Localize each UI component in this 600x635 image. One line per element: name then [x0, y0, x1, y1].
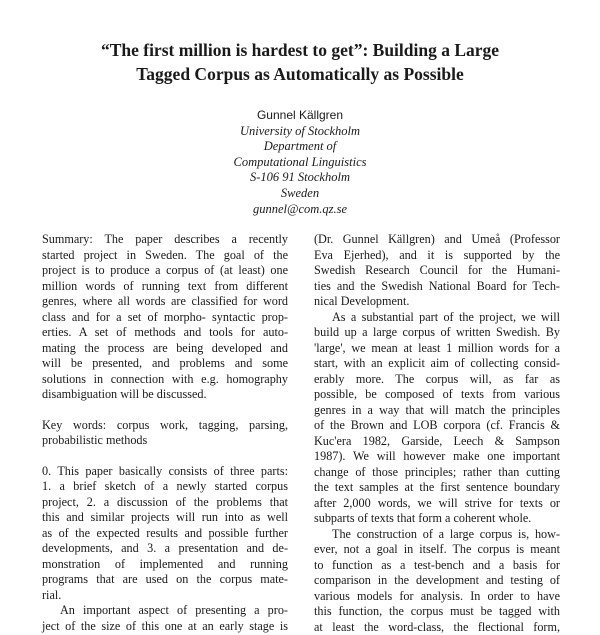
text-line: developments, and 3. a presentation and de-	[42, 541, 288, 557]
affiliation-department-name: Computational Linguistics	[150, 155, 450, 171]
text-line: rial.	[42, 588, 288, 604]
text-line: solutions in connection with e.g. homography	[42, 372, 288, 388]
text-line: ties and the Swedish National Board for Tech-	[314, 279, 560, 295]
right-column	[314, 232, 560, 635]
text-line: mating the process are being developed and	[42, 341, 288, 357]
left-column	[42, 232, 288, 634]
text-line: this function, the corpus must be tagged with	[314, 604, 560, 620]
text-line: as of the expected results and possible further	[42, 526, 288, 542]
text-line: probabilistic methods	[42, 433, 288, 449]
text-line: Eva Ejerhed), and it is supported by the	[314, 248, 560, 264]
keywords-paragraph	[42, 418, 288, 449]
text-line: As a substantial part of the project, we will	[314, 310, 560, 326]
text-line: project, 2. a discussion of the problems that	[42, 495, 288, 511]
summary-paragraph	[42, 232, 288, 403]
text-line: class and for a set of morpho- syntactic prop-	[42, 310, 288, 326]
paragraph	[42, 603, 288, 634]
affiliation-country: Sweden	[150, 186, 450, 202]
text-line: Key words: corpus work, tagging, parsing,	[42, 418, 288, 434]
author-name: Gunnel Källgren	[150, 108, 450, 124]
text-line: 'large', we mean at least 1 million words for a	[314, 341, 560, 357]
text-line: programs that are used on the corpus mate-	[42, 572, 288, 588]
text-line: An important aspect of presenting a pro-	[42, 603, 288, 619]
author-block	[150, 108, 450, 217]
text-line: change of those principles; rather than cutting	[314, 465, 560, 481]
text-line: this and similar projects will run into as well	[42, 510, 288, 526]
paragraph	[314, 527, 560, 635]
text-line: ever, not a goal in itself. The corpus is meant	[314, 542, 560, 558]
text-line: Swedish Research Council for the Humani-	[314, 263, 560, 279]
text-line: build up a large corpus of written Swedish. By	[314, 325, 560, 341]
text-line: subparts of texts that form a coherent whole.	[314, 511, 560, 527]
paragraph	[314, 232, 560, 310]
text-line: various models for analysis. In order to have	[314, 589, 560, 605]
author-email: gunnel@com.qz.se	[150, 202, 450, 218]
text-line: 0. This paper basically consists of three parts:	[42, 464, 288, 480]
text-line: (Dr. Gunnel Källgren) and Umeå (Professor	[314, 232, 560, 248]
text-line: disambiguation will be discussed.	[42, 387, 288, 403]
text-line: ject of the size of this one at an early stage is	[42, 619, 288, 635]
text-line: possible, be composed of texts from various	[314, 387, 560, 403]
text-line: comparison in the development and testing of	[314, 573, 560, 589]
text-line: erties. A set of methods and tools for auto-	[42, 325, 288, 341]
text-line: to function as a test-bench and a basis for	[314, 558, 560, 574]
text-line: nical Development.	[314, 294, 560, 310]
affiliation-university: University of Stockholm	[150, 124, 450, 140]
title-line: “The first million is hardest to get”: Building a Large	[40, 38, 560, 62]
text-line: Summary: The paper describes a recently	[42, 232, 288, 248]
text-line: erably more. The corpus will, as far as	[314, 372, 560, 388]
text-line: The construction of a large corpus is, how-	[314, 527, 560, 543]
text-line: at least the word-class, the flectional form,	[314, 620, 560, 635]
paper-title	[40, 38, 560, 86]
title-line: Tagged Corpus as Automatically as Possible	[40, 62, 560, 86]
text-line: monstration of implemented and running	[42, 557, 288, 573]
text-line: genres in a way that will match the principles	[314, 403, 560, 419]
text-line: genres, where all words are classified for word	[42, 294, 288, 310]
text-line: started project in Sweden. The goal of the	[42, 248, 288, 264]
paragraph	[314, 310, 560, 527]
text-line: 1. a brief sketch of a newly started corpus	[42, 479, 288, 495]
text-line: 1987). We will however make one important	[314, 449, 560, 465]
text-line: million words of running text from different	[42, 279, 288, 295]
text-line: start, with an explicit aim of collecting consid-	[314, 356, 560, 372]
text-line: Kuc'era 1982, Garside, Leech & Sampson	[314, 434, 560, 450]
text-line: will be presented, and problems and some	[42, 356, 288, 372]
affiliation-address: S-106 91 Stockholm	[150, 170, 450, 186]
text-line: project is to produce a corpus of (at least) one	[42, 263, 288, 279]
text-line: after 2,000 words, we will strive for texts or	[314, 496, 560, 512]
section-0-paragraph	[42, 464, 288, 604]
affiliation-department: Department of	[150, 139, 450, 155]
text-line: of the Brown and LOB corpora (cf. Francis &	[314, 418, 560, 434]
text-line: the text samples at the first sentence boundary	[314, 480, 560, 496]
